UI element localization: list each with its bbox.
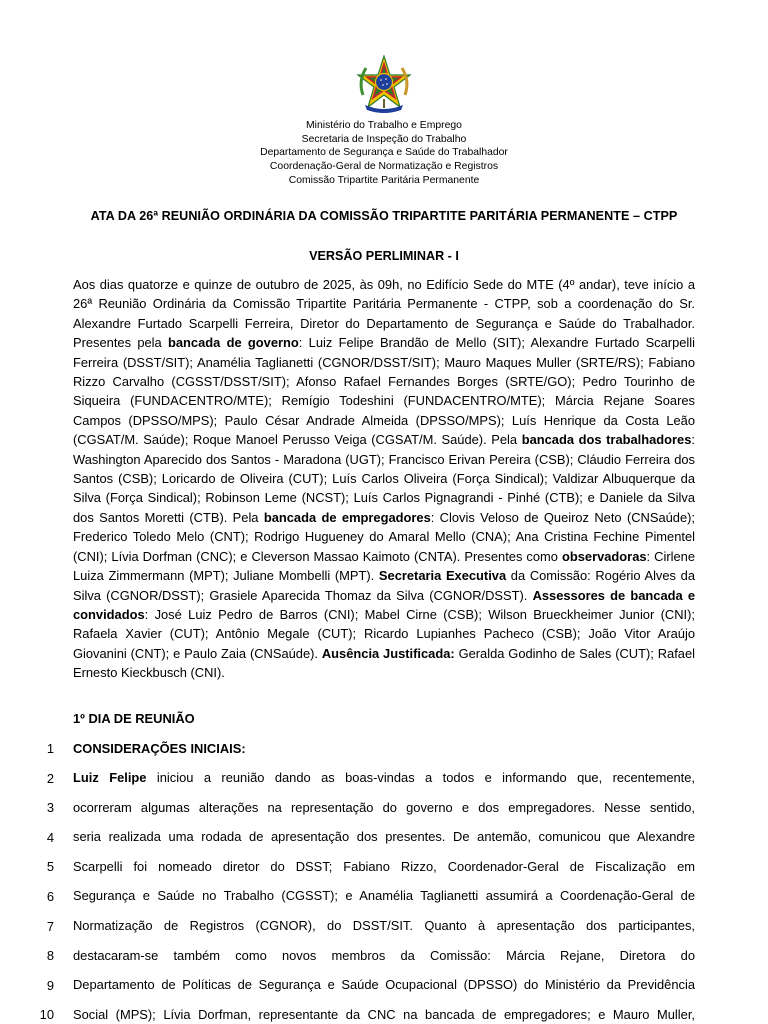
minutes-line <box>73 827 695 846</box>
line-number: 3 <box>46 800 54 816</box>
line-number: 8 <box>46 948 54 964</box>
line-number: 5 <box>46 859 54 875</box>
line-text: Normatização de Registros (CGNOR), do DSST/SIT. Quanto à apresentação dos participantes, <box>73 918 695 933</box>
bold-term: observadoras <box>561 548 647 564</box>
paragraph-text: : Cirlene Luiza Zimmermann (MPT); Juliane Mombelli (MPT). <box>73 548 695 584</box>
document-title: ATA DA 26ª REUNIÃO ORDINÁRIA DA COMISSÃO TRIPARTITE PARITÁRIA PERMANENTE – CTPP <box>90 209 678 223</box>
line-text: Segurança e Saúde no Trabalho (CGSST); e Anamélia Taglianetti assumirá a Coordenação-Geral de <box>73 888 695 904</box>
minutes-line <box>73 1005 695 1024</box>
paragraph-text: da Comissão: Rogério Alves da Silva (CGNOR/DSST); Grasiele Aparecida Thomaz da Silva (CGNOR/DSST). <box>73 568 695 603</box>
line-text: iniciou a reunião dando as boas-vindas a todos e informando que, recentemente, <box>146 770 695 785</box>
line-number: 2 <box>46 770 54 786</box>
paragraph-text: : José Luiz Pedro de Barros (CNI); Mabel Cirne (CSB); Wilson Brueckheimer Junior (CNI); Rafaela Xavier (CUT); Antônio Megale (CUT); Ricardo Lupianhes Pacheco (CSB); João Vitor Araújo Giovanini (CNT); e Paulo Zaia (CNSaúde). <box>73 606 695 661</box>
line-number: 1 <box>46 741 54 756</box>
minutes-line <box>73 857 695 876</box>
coordination-name: Coordenação-Geral de Normatização e Registros <box>269 161 499 173</box>
line-text: Scarpelli foi nomeado diretor do DSST; Fabiano Rizzo, Coordenador-Geral de Fiscalização em <box>73 858 695 874</box>
attendance-paragraph <box>73 275 695 683</box>
line-number: 9 <box>46 977 54 993</box>
minutes-line <box>73 975 695 994</box>
commission-name: Comissão Tripartite Paritária Permanente <box>288 174 480 186</box>
minutes-line <box>73 946 695 965</box>
paragraph-text: Aos dias quatorze e quinze de outubro de 2025, às 09h, no Edifício Sede do MTE (4º andar), teve início a 26ª Reunião Ordinária da Comissão Tripartite Paritária Permanente - CTPP, sob a coordenação do Sr. Alexandre Furtado Scarpelli Ferreira, Diretor do Departamento de Segurança e Saúde do Trabalhador. Presentes pela <box>73 277 695 351</box>
brazil-coat-of-arms-icon <box>354 55 414 115</box>
bold-term: Secretaria Executiva <box>378 568 507 584</box>
bold-term: bancada de empregadores <box>263 509 431 525</box>
line-number: 6 <box>46 889 54 904</box>
minutes-line <box>73 798 695 817</box>
bold-term: Ausência Justificada: <box>321 645 455 661</box>
paragraph-text: : Clovis Veloso de Queiroz Neto (CNSaúde); Frederico Toledo Melo (CNT); Rodrigo Hugueney do Amaral Mello (CNA); Ana Cristina Fechine Pimentel (CNI); Lívia Dorfman (CNC); e Cleverson Massao Kaimoto (CNTA). Presentes como <box>73 509 696 564</box>
paragraph-text: : Luiz Felipe Brandão de Mello (SIT); Alexandre Furtado Scarpelli Ferreira (DSST/SIT); Anamélia Taglianetti (CGNOR/DSST/SIT); Mauro Maques Muller (SRTE/RS); Fabiano Rizzo Carvalho (CGSST/DSST/SIT); Afonso Rafael Fernandes Borges (SRTE/GO); Pedro Tourinho de Siqueira (FUNDACENTRO/MTE); Remígio Todeshini (FUNDACENTRO/MTE); Márcia Rejane Soares Campos (DPSSO/MPS); Paulo César Andrade Almeida (DPSSO/MPS); Luís Henrique da Costa Leão (CGSAT/M. Saúde); Roque Manoel Perusso Veiga (CGSAT/M. Saúde). Pela <box>73 335 696 448</box>
line-text: ocorreram algumas alterações na representação do governo e dos empregadores. Nesse sentido, <box>73 799 695 815</box>
line-number: 10 <box>39 1007 54 1023</box>
bold-term: bancada dos trabalhadores <box>521 432 692 448</box>
line-number: 7 <box>46 918 54 934</box>
line-text: destacaram-se também como novos membros da Comissão: Márcia Rejane, Diretora do <box>73 947 695 963</box>
line-number: 4 <box>46 829 54 845</box>
line-text: Departamento de Políticas de Segurança e Saúde Ocupacional (DPSSO) do Ministério da Previdência <box>73 977 695 993</box>
bold-term: bancada de governo <box>168 335 299 351</box>
minutes-line <box>73 768 695 787</box>
ministry-name: Ministério do Trabalho e Emprego <box>306 120 462 131</box>
department-name: Departamento de Segurança e Saúde do Trabalhador <box>260 147 508 159</box>
line-text: seria realizada uma rodada de apresentação dos presentes. De antemão, comunicou que Alexandre <box>73 829 695 845</box>
section-heading: CONSIDERAÇÕES INICIAIS: <box>73 741 246 756</box>
line-text: Social (MPS); Lívia Dorfman, representante da CNC na bancada de empregadores; e Mauro Muller, <box>73 1006 695 1022</box>
institution-header <box>150 119 618 188</box>
paragraph-text: : Washington Aparecido dos Santos - Maradona (UGT); Francisco Erivan Pereira (CSB); Cláudio Ferreira dos Santos (CSB); Loricardo de Oliveira (CUT); Luís Carlos Oliveira (Força Sindical); Valdizar Albuquerque da Silva (Força Sindical); Robinson Leme (NCST); Luís Carlos Pignagrandi - Pinhé (CTB); e Daniele da Silva dos Santos Moretti (CTB). Pela <box>73 432 695 525</box>
secretariat-name: Secretaria de Inspeção do Trabalho <box>301 133 467 145</box>
bold-term: Assessores de bancada e convidados <box>73 587 696 622</box>
day-heading: 1º DIA DE REUNIÃO <box>73 711 195 726</box>
document-version: VERSÃO PERLIMINAR - I <box>309 249 459 263</box>
speaker-name: Luiz Felipe <box>73 770 147 785</box>
paragraph-text: Geralda Godinho de Sales (CUT); Rafael Ernesto Kieckbusch (CNI). <box>73 645 695 681</box>
minutes-line <box>73 886 695 905</box>
minutes-line <box>73 916 695 935</box>
